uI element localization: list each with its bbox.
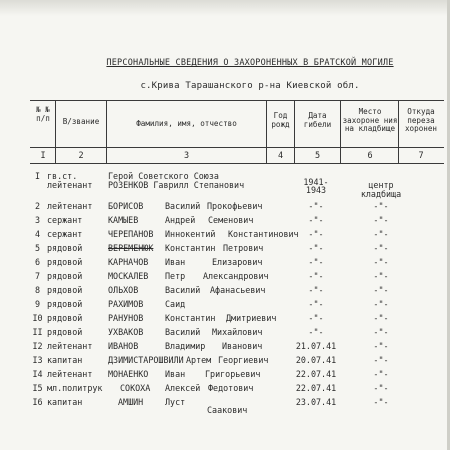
table-row xyxy=(0,229,450,243)
row-place: -"- xyxy=(373,327,389,337)
row-patronymic: Федотович xyxy=(208,383,254,393)
row-number: I3 xyxy=(32,355,43,365)
row-rank: лейтенант xyxy=(47,341,93,351)
colnum-4: 4 xyxy=(277,151,284,161)
row-number: I4 xyxy=(32,369,43,379)
row-date: -"- xyxy=(308,215,324,225)
row-patronymic: Михайлович xyxy=(212,327,263,337)
row-date: 22.07.41 xyxy=(295,383,337,393)
row-number: 4 xyxy=(34,229,41,239)
row-rank: рядовой xyxy=(47,285,83,295)
row-place: -"- xyxy=(373,257,389,267)
row-surname: ДЗИМИСТАРОШВИЛИ xyxy=(108,355,184,365)
row-rank: рядовой xyxy=(47,299,83,309)
row-date: 22.07.41 xyxy=(295,369,337,379)
document-subtitle: с.Крива Тарашанского р-на Киевской обл. xyxy=(140,81,360,91)
row-patronymic: Елизарович xyxy=(212,257,263,267)
row-firstname: Василий xyxy=(165,327,201,337)
row-patronymic: Константинович xyxy=(228,229,299,239)
row-firstname: Луст xyxy=(165,397,186,407)
row-surname: АМШИН xyxy=(118,397,144,407)
row-firstname: Владимир xyxy=(165,341,206,351)
col-divider xyxy=(106,100,107,163)
row-patronymic: Иванович xyxy=(222,341,263,351)
header-name: Фамилия, имя, отчество xyxy=(136,119,237,128)
header-num: № № п/п xyxy=(36,105,50,123)
row-number: I5 xyxy=(32,383,43,393)
row-number: 8 xyxy=(34,285,41,295)
row-number: I xyxy=(34,171,41,181)
table-row xyxy=(0,271,450,285)
row-surname: БОРИСОВ xyxy=(108,201,144,211)
row-honor: Герой Советского Союза xyxy=(108,171,219,181)
table-row xyxy=(0,313,450,327)
scan-edge xyxy=(0,0,450,16)
col-divider xyxy=(398,100,399,163)
row-date: 1941- xyxy=(303,177,329,187)
row-number: I2 xyxy=(32,341,43,351)
table-row xyxy=(0,355,450,369)
row-rank-cont: лейтенант xyxy=(47,180,93,190)
row-rank: капитан xyxy=(47,355,83,365)
colnum-1: I xyxy=(40,151,46,161)
row-surname: УХВАКОВ xyxy=(108,327,144,337)
row-patronymic: Петрович xyxy=(223,243,264,253)
header-from: Откуда переза хоронен xyxy=(404,107,437,134)
row-date: 21.07.41 xyxy=(295,341,337,351)
row-rank: рядовой xyxy=(47,313,83,323)
row-firstname: Алексей xyxy=(165,383,201,393)
row-surname: СОКОХА xyxy=(120,383,151,393)
row-firstname: Петр xyxy=(165,271,186,281)
row-firstname: Артем xyxy=(186,355,212,365)
header-place: Место захороне ния на кладбище xyxy=(342,107,398,134)
row-surname: МОНАЕНКО xyxy=(108,369,149,379)
row-rank: капитан xyxy=(47,397,83,407)
table-row xyxy=(0,341,450,355)
row-firstname: Константин xyxy=(165,313,216,323)
row-surname: МОСКАЛЕВ xyxy=(108,271,149,281)
row-surname: КАРНАЧОВ xyxy=(108,257,149,267)
row-date: -"- xyxy=(308,243,324,253)
row-firstname: Андрей xyxy=(165,215,196,225)
row-firstname: Константин xyxy=(165,243,216,253)
table-row xyxy=(0,215,450,229)
row-firstname: Иван xyxy=(165,257,186,267)
row-place: -"- xyxy=(373,299,389,309)
row-date: -"- xyxy=(308,271,324,281)
row-place: -"- xyxy=(373,201,389,211)
row-surname: РАХИМОВ xyxy=(108,299,144,309)
row-rank: мл.политрук xyxy=(47,383,103,393)
table-row xyxy=(0,397,450,415)
row-place-cont: кладбища xyxy=(360,189,402,199)
row-firstname: Иван xyxy=(165,369,186,379)
row-date: -"- xyxy=(308,257,324,267)
table-row xyxy=(0,369,450,383)
row-date: -"- xyxy=(308,229,324,239)
row-fullname: РОЗЕНКОВ Гаврилл Степанович xyxy=(108,180,245,190)
col-divider xyxy=(55,100,56,163)
row-date: 20.07.41 xyxy=(295,355,337,365)
colnum-7: 7 xyxy=(418,151,424,161)
header-birth: Год рожд xyxy=(271,111,290,129)
row-date: -"- xyxy=(308,201,324,211)
header-rank: В/звание xyxy=(62,117,100,126)
row-number: 3 xyxy=(34,215,41,225)
table-row xyxy=(0,299,450,313)
row-date: -"- xyxy=(308,327,324,337)
row-place: -"- xyxy=(373,341,389,351)
row-place: -"- xyxy=(373,397,389,407)
header-divider xyxy=(30,147,444,148)
row-place: -"- xyxy=(373,355,389,365)
row-rank: лейтенант xyxy=(47,201,93,211)
row-date-cont: 1943 xyxy=(305,185,327,195)
row-place: -"- xyxy=(373,243,389,253)
row-patronymic: Григорьевич xyxy=(205,369,261,379)
table-row xyxy=(0,257,450,271)
row-rank: гв.ст. xyxy=(47,171,78,181)
row-date: -"- xyxy=(308,285,324,295)
row-firstname: Саид xyxy=(165,299,186,309)
row-patronymic: Александрович xyxy=(203,271,269,281)
row-surname: КАМЫЕВ xyxy=(108,215,139,225)
row-date: -"- xyxy=(308,299,324,309)
row-place: центр xyxy=(368,180,394,190)
row-place: -"- xyxy=(373,215,389,225)
col-divider xyxy=(294,100,295,163)
document-title: ПЕРСОНАЛЬНЫЕ СВЕДЕНИЯ О ЗАХОРОНЕННЫХ В БРАТСКОЙ МОГИЛЕ xyxy=(106,58,394,68)
colnum-3: 3 xyxy=(183,151,190,161)
row-patronymic: Георгиевич xyxy=(218,355,269,365)
row-rank: сержант xyxy=(47,215,83,225)
row-patronymic: Прокофьевич xyxy=(207,201,263,211)
table-row xyxy=(0,201,450,215)
row-place: -"- xyxy=(373,383,389,393)
row-rank: рядовой xyxy=(47,327,83,337)
row-surname: ОЛЬХОВ xyxy=(108,285,139,295)
row-number: 7 xyxy=(34,271,41,281)
row-surname: ИВАНОВ xyxy=(108,341,139,351)
colnum-2: 2 xyxy=(78,151,84,161)
table-row xyxy=(0,243,450,257)
row-place: -"- xyxy=(373,229,389,239)
colnum-5: 5 xyxy=(314,151,321,161)
row-rank: сержант xyxy=(47,229,83,239)
row-place: -"- xyxy=(373,271,389,281)
row-firstname: Василий xyxy=(165,201,201,211)
number-row-divider xyxy=(30,163,444,164)
row-surname: ЧЕРЕПАНОВ xyxy=(108,229,154,239)
row-patronymic: Дмитриевич xyxy=(226,313,277,323)
row-place: -"- xyxy=(373,285,389,295)
row-patronymic: Саакович xyxy=(207,405,248,415)
row-date: 23.07.41 xyxy=(295,397,337,407)
colnum-6: 6 xyxy=(367,151,373,161)
row-patronymic: Афанасьевич xyxy=(210,285,266,295)
row-place: -"- xyxy=(373,313,389,323)
row-number: 5 xyxy=(34,243,41,253)
row-patronymic: Семенович xyxy=(208,215,254,225)
row-firstname: Василий xyxy=(165,285,201,295)
row-rank: рядовой xyxy=(47,271,83,281)
table-row xyxy=(0,383,450,397)
header-death: Дата гибели xyxy=(303,111,332,129)
row-number: 2 xyxy=(34,201,41,211)
col-divider xyxy=(340,100,341,163)
row-number: 6 xyxy=(34,257,41,267)
row-rank: лейтенант xyxy=(47,369,93,379)
row-place: -"- xyxy=(373,369,389,379)
row-number: I0 xyxy=(32,313,43,323)
table-top-border xyxy=(30,100,444,101)
row-rank: рядовой xyxy=(47,257,83,267)
row-firstname: Иннокентий xyxy=(165,229,216,239)
row-date: -"- xyxy=(308,313,324,323)
table-row xyxy=(0,285,450,299)
row-number: I6 xyxy=(32,397,43,407)
row-number: II xyxy=(32,327,43,337)
row-number: 9 xyxy=(34,299,41,309)
table-row xyxy=(0,327,450,341)
row-surname: РАНУНОВ xyxy=(108,313,144,323)
row-rank: рядовой xyxy=(47,243,83,253)
row-surname: ВЕРЕМЕНЮК xyxy=(108,243,154,253)
